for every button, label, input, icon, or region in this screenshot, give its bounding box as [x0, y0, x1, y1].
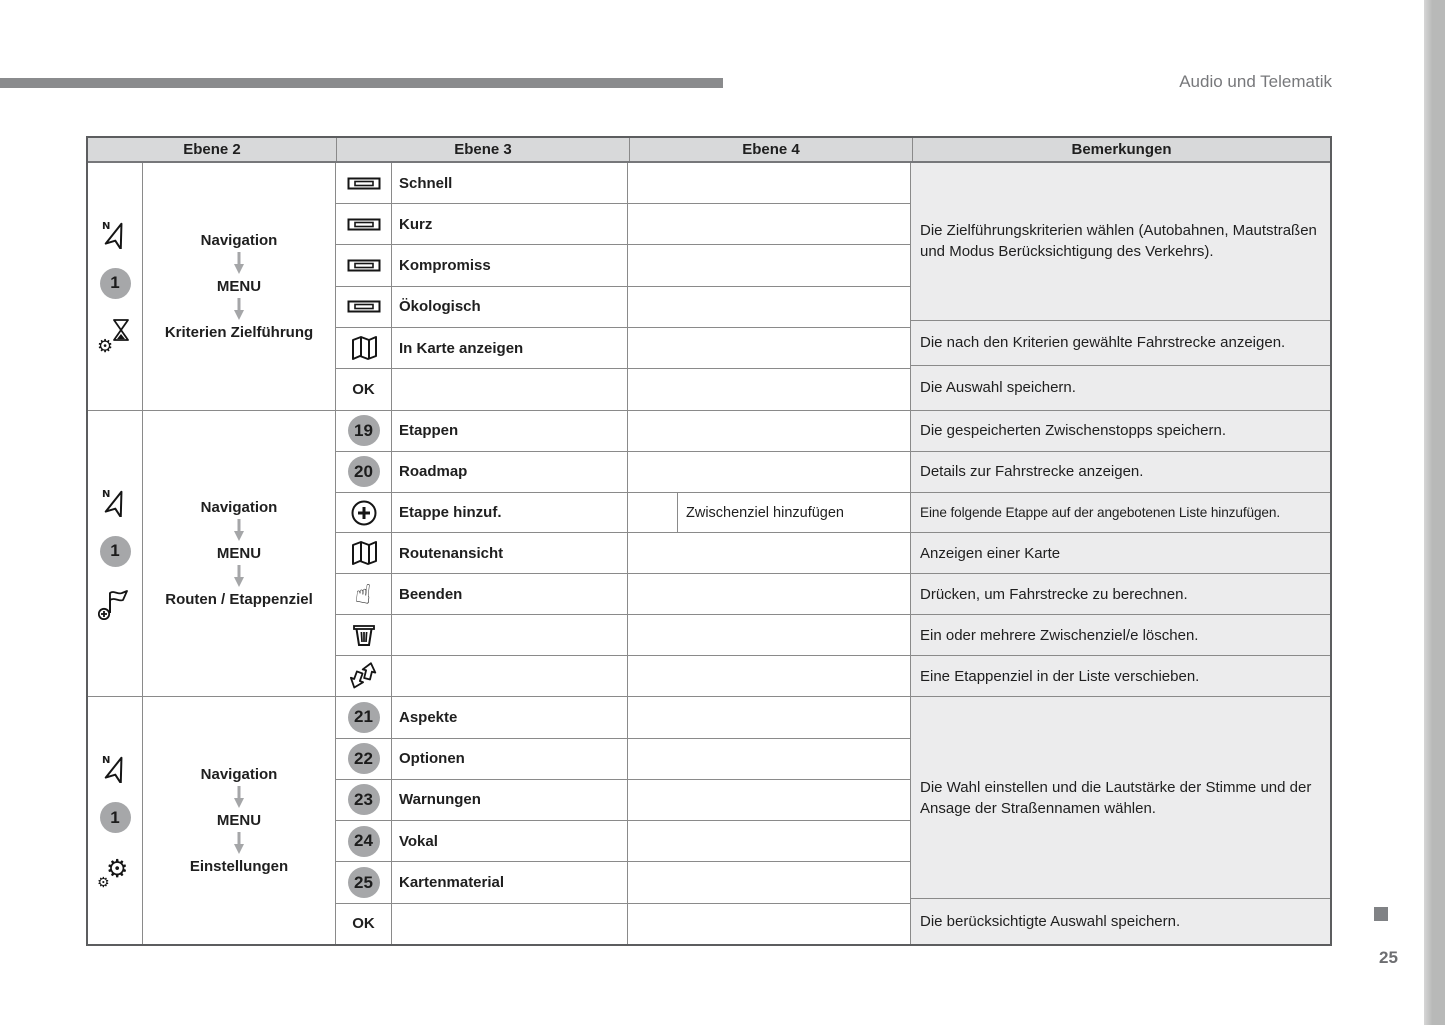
- down-arrow-icon: [233, 519, 245, 542]
- menu-item-label: Routenansicht: [399, 544, 504, 562]
- down-arrow-icon: [233, 252, 245, 275]
- path-step: MENU: [216, 812, 262, 830]
- column-header-bemerkungen: Bemerkungen: [1071, 140, 1172, 158]
- stage-flag-icon: [98, 586, 132, 620]
- ok-cell: [336, 904, 392, 944]
- ebene4-cell: [627, 697, 910, 737]
- key-number-badge: 20: [336, 452, 392, 492]
- svg-text:⚙: ⚙: [106, 854, 129, 884]
- menu-item-label: Roadmap: [399, 463, 468, 481]
- ok-cell: [336, 369, 392, 409]
- ebene2-path-cell: [143, 411, 336, 697]
- table-row: [336, 368, 910, 409]
- route-type-icon: [336, 204, 392, 244]
- menu-item-label: Ökologisch: [399, 298, 481, 316]
- ebene4-cell: [627, 574, 910, 614]
- key-number-badge: 19: [336, 411, 392, 451]
- ok-label: OK: [352, 915, 375, 933]
- ebene3-4-rows: [336, 697, 910, 944]
- table-row: [336, 903, 910, 944]
- table-section-kriterien: [88, 163, 1330, 410]
- down-arrow-icon: [233, 298, 245, 321]
- step-badge: 1: [100, 536, 131, 567]
- menu-item-label: Kartenmaterial: [399, 874, 505, 892]
- ebene4-cell: [627, 493, 910, 533]
- key-number-badge: 21: [336, 697, 392, 737]
- table-row: [336, 573, 910, 614]
- ebene3-4-rows: [336, 163, 910, 410]
- ebene2-path-cell: [143, 697, 336, 944]
- svg-text:⚙: ⚙: [97, 335, 114, 354]
- route-type-icon: [336, 287, 392, 327]
- ebene4-cell: [627, 615, 910, 655]
- compass-north-icon: [100, 219, 130, 249]
- remark-cell: Die Auswahl speichern.: [911, 365, 1330, 410]
- path-step: Routen / Etappenziel: [165, 590, 313, 608]
- path-step: Navigation: [200, 766, 278, 784]
- table-row: [336, 614, 910, 655]
- menu-item-label: Beenden: [399, 585, 463, 603]
- table-row: [336, 163, 910, 203]
- table-row: [336, 820, 910, 861]
- table-row: [336, 779, 910, 820]
- page-number: 25: [1379, 948, 1398, 967]
- path-step: Einstellungen: [189, 858, 289, 876]
- remark-cell: Eine Etappenziel in der Liste verschieben.: [911, 655, 1330, 696]
- table-row: [336, 697, 910, 737]
- remark-cell: Ein oder mehrere Zwischenziel/e löschen.: [911, 614, 1330, 655]
- menu-item-label: [392, 656, 627, 696]
- ebene3-4-rows: [336, 411, 910, 697]
- remark-cell: Die nach den Kriterien gewählte Fahrstrecke anzeigen.: [911, 320, 1330, 365]
- table-section-einstellungen: [88, 696, 1330, 944]
- ebene2-icon-cell: [88, 697, 143, 944]
- table-header-row: [88, 138, 1330, 163]
- step-badge: 1: [100, 268, 131, 299]
- column-header-ebene3: Ebene 3: [337, 138, 630, 161]
- svg-text:N: N: [102, 220, 111, 232]
- ebene4-cell: [627, 369, 910, 409]
- ebene4-cell: [627, 163, 910, 203]
- menu-item-label: [392, 904, 627, 944]
- remark-cell: Anzeigen einer Karte: [911, 532, 1330, 573]
- ebene2-icon-cell: [88, 411, 143, 697]
- table-row: [336, 286, 910, 327]
- chapter-title: Audio und Telematik: [1179, 72, 1332, 91]
- ebene4-cell: [627, 862, 910, 902]
- remarks-column: [910, 163, 1330, 410]
- page-edge-rail: [1424, 0, 1445, 1025]
- remark-cell: Details zur Fahrstrecke anzeigen.: [911, 451, 1330, 492]
- menu-item-label: Kompromiss: [399, 257, 491, 275]
- menu-item-label: Schnell: [399, 174, 453, 192]
- ebene4-cell: [627, 739, 910, 779]
- table-row: [336, 451, 910, 492]
- column-header-ebene4: Ebene 4: [630, 138, 913, 161]
- table-row: [336, 655, 910, 696]
- path-step: MENU: [216, 277, 262, 295]
- remark-cell: Die Wahl einstellen und die Lautstärke der Stimme und der Ansage der Straßennamen wählen.: [920, 778, 1312, 817]
- table-row: [336, 327, 910, 368]
- ebene2-path-cell: [143, 163, 336, 410]
- remark-cell: Eine folgende Etappe auf der angebotenen Liste hinzufügen.: [911, 492, 1330, 533]
- ebene4-cell: [627, 656, 910, 696]
- table-row: [336, 411, 910, 451]
- remarks-column: [910, 411, 1330, 697]
- compass-north-icon: [100, 487, 130, 517]
- map-icon: [336, 328, 392, 368]
- key-number-badge: 23: [336, 780, 392, 820]
- ebene4-cell: [627, 452, 910, 492]
- ebene4-cell: [627, 821, 910, 861]
- ebene4-cell: [627, 411, 910, 451]
- menu-item-label: [392, 369, 627, 409]
- table-row: [336, 244, 910, 285]
- menu-item-label: [392, 615, 627, 655]
- ebene2-icon-cell: [88, 163, 143, 410]
- route-type-icon: [336, 245, 392, 285]
- menu-item-label: Vokal: [399, 832, 438, 850]
- table-row: [336, 203, 910, 244]
- ebene4-sub-item: Zwischenziel hinzufügen: [677, 493, 910, 533]
- table-row: [336, 532, 910, 573]
- menu-item-label: Etappen: [399, 422, 459, 440]
- ebene4-cell: [627, 204, 910, 244]
- down-arrow-icon: [233, 565, 245, 588]
- trash-icon: [336, 615, 392, 655]
- table-section-routen: [88, 410, 1330, 697]
- ebene4-cell: [627, 328, 910, 368]
- remark-cell: Die Zielführungskriterien wählen (Autobahnen, Mautstraßen und Modus Berücksichtigung des Verkehrs).: [920, 222, 1317, 261]
- table-row: [336, 861, 910, 902]
- add-stage-icon: [336, 493, 392, 533]
- menu-structure-table: [86, 136, 1332, 946]
- down-arrow-icon: [233, 786, 245, 809]
- guidance-criteria-icon: [97, 318, 133, 354]
- path-step: MENU: [216, 544, 262, 562]
- map-icon: [336, 533, 392, 573]
- remark-cell: Drücken, um Fahrstrecke zu berechnen.: [911, 573, 1330, 614]
- path-step: Navigation: [200, 498, 278, 516]
- settings-gears-icon: [97, 852, 133, 888]
- down-arrow-icon: [233, 832, 245, 855]
- ebene4-cell: [627, 287, 910, 327]
- move-updown-icon: [336, 656, 392, 696]
- table-row: [336, 738, 910, 779]
- key-number-badge: 25: [336, 862, 392, 902]
- menu-item-label: Optionen: [399, 750, 465, 768]
- ebene4-cell: [627, 533, 910, 573]
- key-number-badge: 22: [336, 739, 392, 779]
- menu-item-label: In Karte anzeigen: [399, 339, 524, 357]
- menu-item-label: Warnungen: [399, 791, 481, 809]
- svg-text:N: N: [102, 488, 111, 500]
- ebene4-cell: [627, 780, 910, 820]
- press-hand-icon: ☝: [336, 574, 392, 614]
- section-end-marker: [1374, 907, 1388, 921]
- step-badge: 1: [100, 802, 131, 833]
- svg-text:⚙: ⚙: [97, 875, 110, 889]
- path-step: Kriterien Zielführung: [164, 323, 314, 341]
- svg-text:N: N: [102, 755, 111, 767]
- ebene4-cell: [627, 245, 910, 285]
- ok-label: OK: [352, 381, 375, 399]
- ebene4-cell: [627, 904, 910, 944]
- column-header-ebene2: Ebene 2: [88, 138, 337, 161]
- compass-north-icon: [100, 753, 130, 783]
- path-step: Navigation: [200, 231, 278, 249]
- menu-item-label: Etappe hinzuf.: [399, 504, 502, 521]
- route-type-icon: [336, 163, 392, 203]
- remarks-column: [910, 697, 1330, 944]
- remark-cell: Die berücksichtigte Auswahl speichern.: [911, 898, 1330, 944]
- menu-item-label: Kurz: [399, 215, 433, 233]
- table-row: [336, 492, 910, 533]
- key-number-badge: 24: [336, 821, 392, 861]
- menu-item-label: Aspekte: [399, 708, 458, 726]
- chapter-rule-bar: [0, 78, 723, 88]
- remark-cell: Die gespeicherten Zwischenstopps speichern.: [920, 422, 1226, 440]
